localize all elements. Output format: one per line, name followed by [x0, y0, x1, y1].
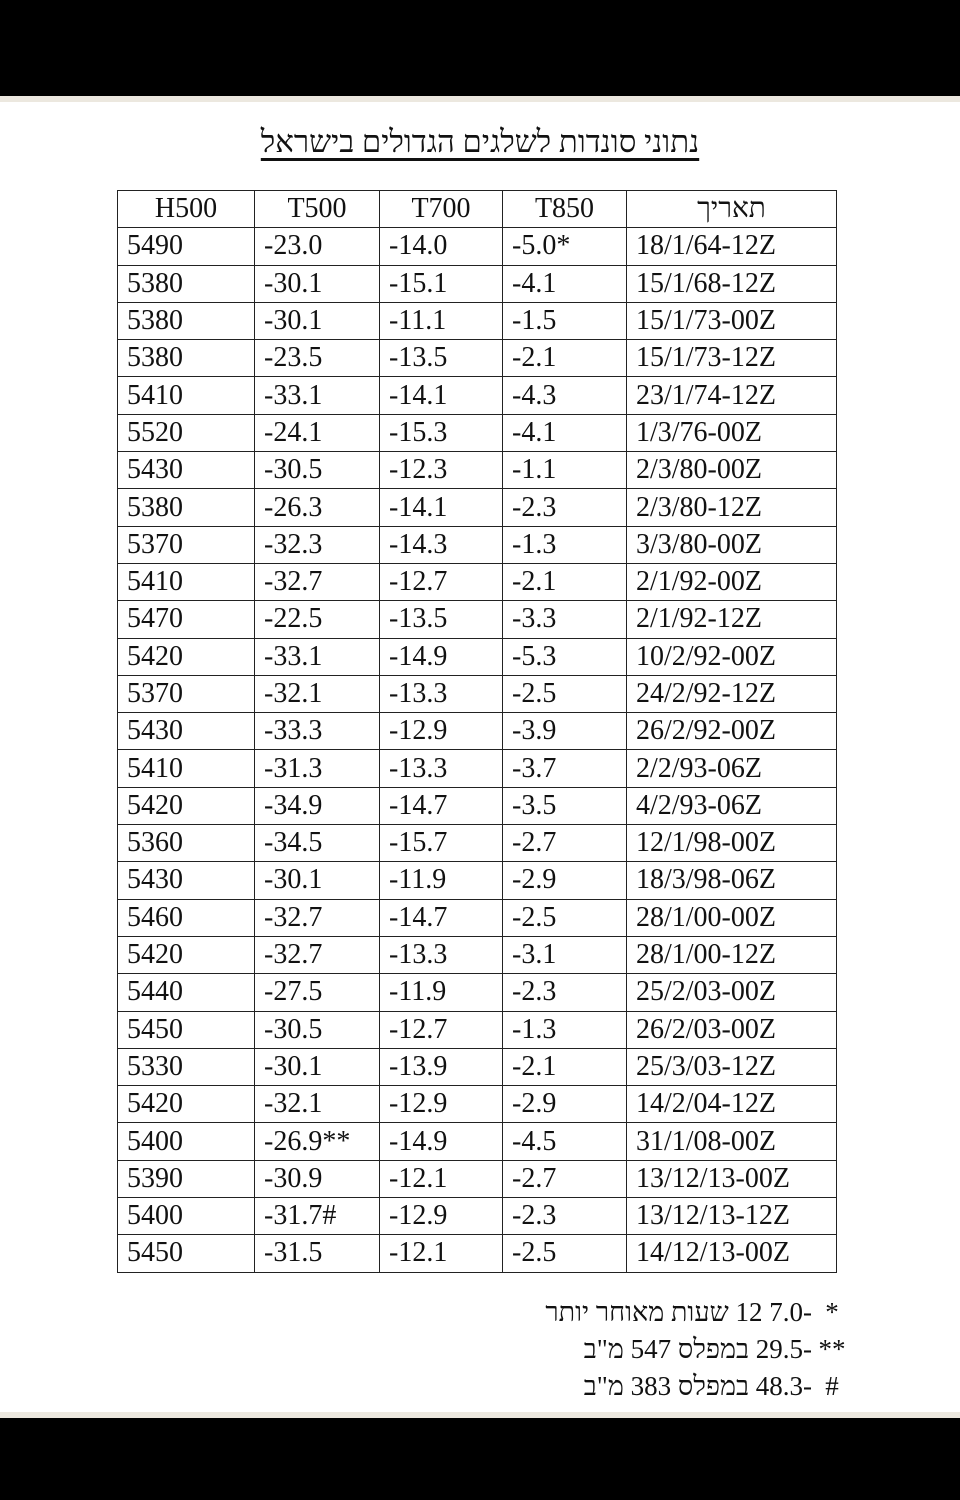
cell-t700: -13.3 — [380, 936, 503, 973]
footnote-mark: * — [825, 1297, 839, 1327]
cell-t700: -14.1 — [380, 377, 503, 414]
cell-t500: -30.1 — [255, 862, 380, 899]
cell-t700: -12.9 — [380, 713, 503, 750]
table-row — [118, 1048, 837, 1085]
cell-h500: 5390 — [118, 1160, 255, 1197]
cell-date: 18/3/98-06Z — [627, 862, 837, 899]
table-row — [118, 452, 837, 489]
cell-date: 2/3/80-12Z — [627, 489, 837, 526]
cell-t700: -14.9 — [380, 1123, 503, 1160]
cell-t700: -15.3 — [380, 414, 503, 451]
cell-h500: 5410 — [118, 563, 255, 600]
document-title — [0, 124, 960, 160]
cell-t500: -30.5 — [255, 452, 380, 489]
cell-t500: -24.1 — [255, 414, 380, 451]
cell-h500: 5370 — [118, 675, 255, 712]
table-row — [118, 526, 837, 563]
cell-date: 13/12/13-00Z — [627, 1160, 837, 1197]
table-row — [118, 302, 837, 339]
cell-date: 26/2/03-00Z — [627, 1011, 837, 1048]
cell-t700: -13.5 — [380, 601, 503, 638]
cell-date: 24/2/92-12Z — [627, 675, 837, 712]
cell-date: 15/1/73-12Z — [627, 340, 837, 377]
table-row — [118, 825, 837, 862]
cell-t700: -12.7 — [380, 563, 503, 600]
header-t850: T850 — [503, 191, 627, 228]
cell-t850: -4.1 — [503, 414, 627, 451]
cell-t850: -1.5 — [503, 302, 627, 339]
footnote-text: -7.0 12 שעות מאוחר יותר — [545, 1297, 812, 1327]
table-header-row — [118, 191, 837, 228]
table-row — [118, 1198, 837, 1235]
cell-t700: -15.1 — [380, 265, 503, 302]
cell-t500: -30.1 — [255, 265, 380, 302]
cell-h500: 5470 — [118, 601, 255, 638]
cell-t850: -1.3 — [503, 1011, 627, 1048]
cell-t700: -11.9 — [380, 974, 503, 1011]
cell-t700: -12.1 — [380, 1160, 503, 1197]
table-row — [118, 974, 837, 1011]
table-row — [118, 601, 837, 638]
cell-t700: -14.1 — [380, 489, 503, 526]
table-row — [118, 787, 837, 824]
cell-h500: 5420 — [118, 638, 255, 675]
cell-t500: -26.9** — [255, 1123, 380, 1160]
cell-t850: -5.0* — [503, 228, 627, 265]
cell-t500: -32.7 — [255, 563, 380, 600]
cell-t500: -32.3 — [255, 526, 380, 563]
cell-t700: -12.3 — [380, 452, 503, 489]
cell-date: 1/3/76-00Z — [627, 414, 837, 451]
cell-t500: -33.1 — [255, 638, 380, 675]
cell-date: 3/3/80-00Z — [627, 526, 837, 563]
cell-h500: 5430 — [118, 713, 255, 750]
cell-h500: 5450 — [118, 1235, 255, 1272]
cell-h500: 5420 — [118, 1086, 255, 1123]
cell-t500: -34.5 — [255, 825, 380, 862]
cell-h500: 5450 — [118, 1011, 255, 1048]
cell-t500: -30.5 — [255, 1011, 380, 1048]
cell-t500: -31.7# — [255, 1198, 380, 1235]
cell-t700: -14.0 — [380, 228, 503, 265]
cell-h500: 5380 — [118, 340, 255, 377]
cell-h500: 5400 — [118, 1198, 255, 1235]
cell-date: 2/2/93-06Z — [627, 750, 837, 787]
cell-t500: -26.3 — [255, 489, 380, 526]
cell-date: 14/2/04-12Z — [627, 1086, 837, 1123]
table-row — [118, 1011, 837, 1048]
table-row — [118, 228, 837, 265]
cell-date: 13/12/13-12Z — [627, 1198, 837, 1235]
cell-t850: -2.5 — [503, 899, 627, 936]
cell-t700: -12.1 — [380, 1235, 503, 1272]
cell-t500: -30.1 — [255, 1048, 380, 1085]
cell-t700: -15.7 — [380, 825, 503, 862]
cell-h500: 5410 — [118, 750, 255, 787]
cell-t500: -23.5 — [255, 340, 380, 377]
cell-date: 10/2/92-00Z — [627, 638, 837, 675]
footnote-mark: # — [825, 1371, 839, 1401]
cell-t500: -32.7 — [255, 936, 380, 973]
cell-h500: 5380 — [118, 302, 255, 339]
cell-t700: -13.9 — [380, 1048, 503, 1085]
cell-t700: -13.3 — [380, 675, 503, 712]
cell-t500: -32.1 — [255, 1086, 380, 1123]
cell-t700: -12.9 — [380, 1086, 503, 1123]
cell-h500: 5380 — [118, 489, 255, 526]
cell-t500: -32.7 — [255, 899, 380, 936]
table-row — [118, 377, 837, 414]
table-row — [118, 1123, 837, 1160]
cell-t850: -3.5 — [503, 787, 627, 824]
top-black-bar — [0, 0, 960, 96]
cell-t850: -5.3 — [503, 638, 627, 675]
cell-date: 2/1/92-12Z — [627, 601, 837, 638]
cell-date: 25/3/03-12Z — [627, 1048, 837, 1085]
sounding-table — [117, 190, 837, 1273]
cell-date: 12/1/98-00Z — [627, 825, 837, 862]
table-row — [118, 563, 837, 600]
cell-t700: -11.9 — [380, 862, 503, 899]
cell-t500: -31.5 — [255, 1235, 380, 1272]
cell-date: 23/1/74-12Z — [627, 377, 837, 414]
cell-t850: -2.5 — [503, 675, 627, 712]
cell-t700: -13.3 — [380, 750, 503, 787]
cell-t500: -30.1 — [255, 302, 380, 339]
table-row — [118, 638, 837, 675]
cell-t500: -34.9 — [255, 787, 380, 824]
table-row — [118, 265, 837, 302]
cell-date: 15/1/68-12Z — [627, 265, 837, 302]
header-t500: T500 — [255, 191, 380, 228]
cell-t700: -11.1 — [380, 302, 503, 339]
cell-t850: -2.5 — [503, 1235, 627, 1272]
table-row — [118, 713, 837, 750]
cell-h500: 5420 — [118, 936, 255, 973]
cell-t850: -2.7 — [503, 825, 627, 862]
cell-h500: 5430 — [118, 862, 255, 899]
table-row — [118, 1160, 837, 1197]
cell-t850: -4.3 — [503, 377, 627, 414]
cell-h500: 5380 — [118, 265, 255, 302]
cell-h500: 5330 — [118, 1048, 255, 1085]
cell-t700: -14.3 — [380, 526, 503, 563]
cell-t500: -22.5 — [255, 601, 380, 638]
cell-h500: 5360 — [118, 825, 255, 862]
cell-date: 2/3/80-00Z — [627, 452, 837, 489]
table-row — [118, 489, 837, 526]
cell-t700: -14.7 — [380, 899, 503, 936]
table-row — [118, 1086, 837, 1123]
cell-date: 28/1/00-12Z — [627, 936, 837, 973]
cell-t850: -2.9 — [503, 1086, 627, 1123]
table-row — [118, 899, 837, 936]
cell-t700: -14.9 — [380, 638, 503, 675]
footnote-mark: ** — [818, 1334, 846, 1364]
cell-t500: -33.3 — [255, 713, 380, 750]
cell-date: 15/1/73-00Z — [627, 302, 837, 339]
cell-h500: 5490 — [118, 228, 255, 265]
table-row — [118, 675, 837, 712]
cell-t850: -3.1 — [503, 936, 627, 973]
cell-t850: -1.1 — [503, 452, 627, 489]
cell-t500: -27.5 — [255, 974, 380, 1011]
cell-t700: -12.9 — [380, 1198, 503, 1235]
footnote-1 — [545, 1294, 852, 1331]
document-page — [0, 96, 960, 1418]
cell-t850: -2.3 — [503, 974, 627, 1011]
cell-t850: -2.3 — [503, 489, 627, 526]
footnote-text: -48.3 במפלס 383 מ"ב — [583, 1371, 812, 1401]
table-body — [118, 228, 837, 1272]
cell-date: 14/12/13-00Z — [627, 1235, 837, 1272]
footnotes — [545, 1294, 852, 1405]
cell-h500: 5460 — [118, 899, 255, 936]
cell-t850: -2.7 — [503, 1160, 627, 1197]
cell-date: 28/1/00-00Z — [627, 899, 837, 936]
cell-date: 2/1/92-00Z — [627, 563, 837, 600]
bottom-black-bar — [0, 1418, 960, 1500]
footnote-3 — [545, 1368, 852, 1405]
cell-h500: 5370 — [118, 526, 255, 563]
cell-date: 25/2/03-00Z — [627, 974, 837, 1011]
cell-t700: -14.7 — [380, 787, 503, 824]
cell-t850: -3.9 — [503, 713, 627, 750]
table-row — [118, 936, 837, 973]
cell-t850: -4.5 — [503, 1123, 627, 1160]
cell-t850: -1.3 — [503, 526, 627, 563]
cell-t850: -2.9 — [503, 862, 627, 899]
table-row — [118, 340, 837, 377]
header-h500: H500 — [118, 191, 255, 228]
cell-date: 31/1/08-00Z — [627, 1123, 837, 1160]
cell-t500: -33.1 — [255, 377, 380, 414]
cell-h500: 5420 — [118, 787, 255, 824]
cell-t850: -2.1 — [503, 340, 627, 377]
cell-t850: -3.3 — [503, 601, 627, 638]
cell-date: 26/2/92-00Z — [627, 713, 837, 750]
cell-h500: 5430 — [118, 452, 255, 489]
title-text: נתוני סונדות לשלגים הגדולים בישראל — [260, 124, 700, 159]
cell-t500: -30.9 — [255, 1160, 380, 1197]
footnote-text: -29.5 במפלס 547 מ"ב — [583, 1334, 812, 1364]
cell-t850: -3.7 — [503, 750, 627, 787]
cell-t500: -31.3 — [255, 750, 380, 787]
cell-h500: 5520 — [118, 414, 255, 451]
cell-t850: -2.1 — [503, 563, 627, 600]
cell-t500: -23.0 — [255, 228, 380, 265]
cell-h500: 5400 — [118, 1123, 255, 1160]
cell-t700: -13.5 — [380, 340, 503, 377]
cell-date: 18/1/64-12Z — [627, 228, 837, 265]
footnote-2 — [545, 1331, 852, 1368]
table-row — [118, 862, 837, 899]
table-row — [118, 414, 837, 451]
header-date: תאריך — [627, 191, 837, 228]
cell-t850: -2.3 — [503, 1198, 627, 1235]
cell-date: 4/2/93-06Z — [627, 787, 837, 824]
cell-t850: -2.1 — [503, 1048, 627, 1085]
header-t700: T700 — [380, 191, 503, 228]
table-row — [118, 750, 837, 787]
cell-t500: -32.1 — [255, 675, 380, 712]
cell-h500: 5440 — [118, 974, 255, 1011]
table-row — [118, 1235, 837, 1272]
cell-h500: 5410 — [118, 377, 255, 414]
cell-t850: -4.1 — [503, 265, 627, 302]
cell-t700: -12.7 — [380, 1011, 503, 1048]
